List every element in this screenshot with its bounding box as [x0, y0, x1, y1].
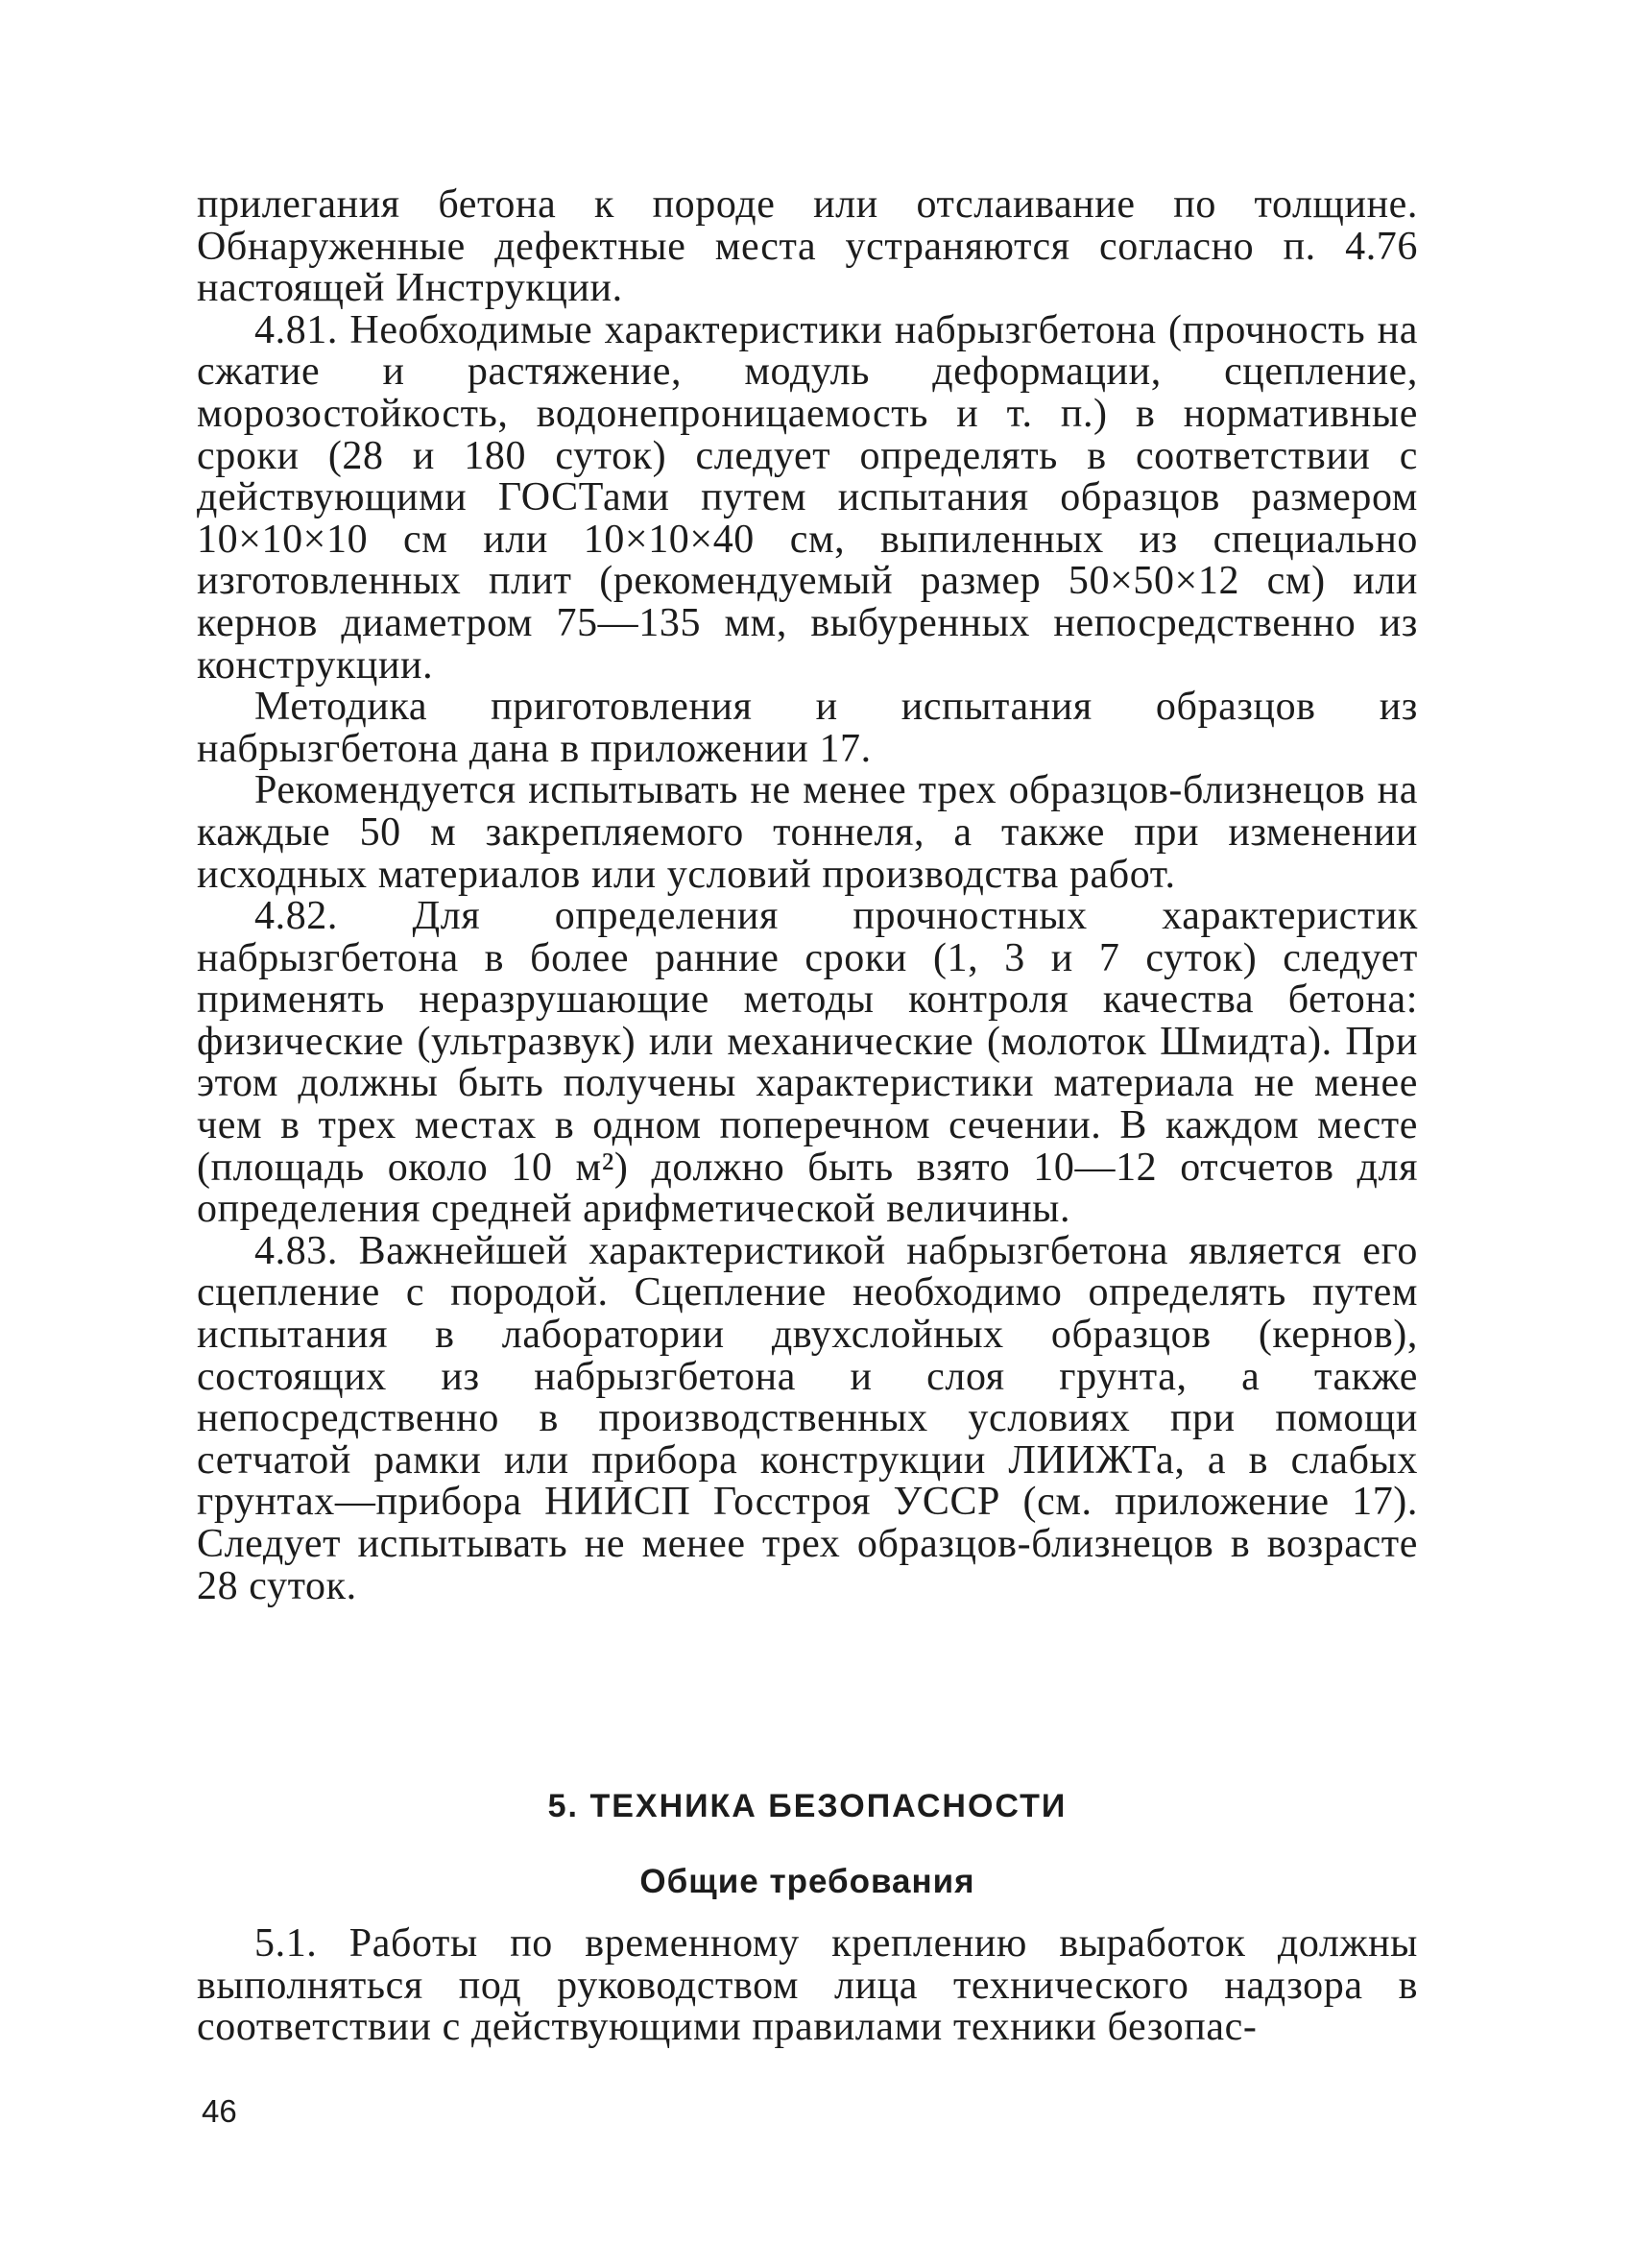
subsection-title: Общие требования: [639, 1863, 975, 1900]
paragraph-4-83: 4.83. Важнейшей характеристикой набрызгбетона является его сцепление с породой. Сцепление необходимо определять путем испытания в лаборатории двухслойных образцов (кернов), состоящих из набрызгбетона и слоя грунта, а также непосредственно в производственных условиях при помощи сетчатой рамки или прибора конструкции ЛИИЖТа, а в слабых грунтах—прибора НИИСП Госстроя УССР (см. приложение 17). Следует испытывать не менее трех образцов-близнецов в возрасте 28 суток.: [197, 1228, 1418, 1608]
paragraph-recommendation: Рекомендуется испытывать не менее трех образцов-близнецов на каждые 50 м закрепляемого тоннеля, а также при изменении исходных материалов или условий производства работ.: [197, 768, 1418, 897]
paragraph-methodology: Методика приготовления и испытания образцов из набрызгбетона дана в приложении 17.: [197, 685, 1418, 771]
paragraph-5-1: 5.1. Работы по временному креплению выработок должны выполняться под руководством лица технического надзора в соответствии с действующими правилами техники безопас-: [197, 1921, 1418, 2050]
section-body-text: [197, 1923, 1418, 2049]
page-number: 46: [202, 2093, 237, 2129]
paragraph-4-81: 4.81. Необходимые характеристики набрызгбетона (прочность на сжатие и растяжение, модуль деформации, сцепление, морозостойкость, водонепроницаемость и т. п.) в нормативные сроки (28 и 180 суток) следует определять в соответствии с действующими ГОСТами путем испытания образцов размером 10×10×10 см или 10×10×40 см, выпиленных из специально изготовленных плит (рекомендуемый размер 50×50×12 см) или кернов диаметром 75—135 мм, выбуренных непосредственно из конструкции.: [197, 307, 1418, 688]
body-text: [197, 184, 1418, 1607]
paragraph-4-82: 4.82. Для определения прочностных характеристик набрызгбетона в более ранние сроки (1, 3 и 7 суток) следует применять неразрушающие методы контроля качества бетона: физические (ультразвук) или механические (молоток Шмидта). При этом должны быть получены характеристики материала не менее чем в трех местах в одном поперечном сечении. В каждом месте (площадь около 10 м²) должно быть взято 10—12 отсчетов для определения средней арифметической величины.: [197, 894, 1418, 1232]
paragraph-continuation: прилегания бетона к породе или отслаивание по толщине. Обнаруженные дефектные места устраняются согласно п. 4.76 настоящей Инструкции.: [197, 182, 1418, 311]
section-title: 5. ТЕХНИКА БЕЗОПАСНОСТИ: [547, 1788, 1068, 1824]
